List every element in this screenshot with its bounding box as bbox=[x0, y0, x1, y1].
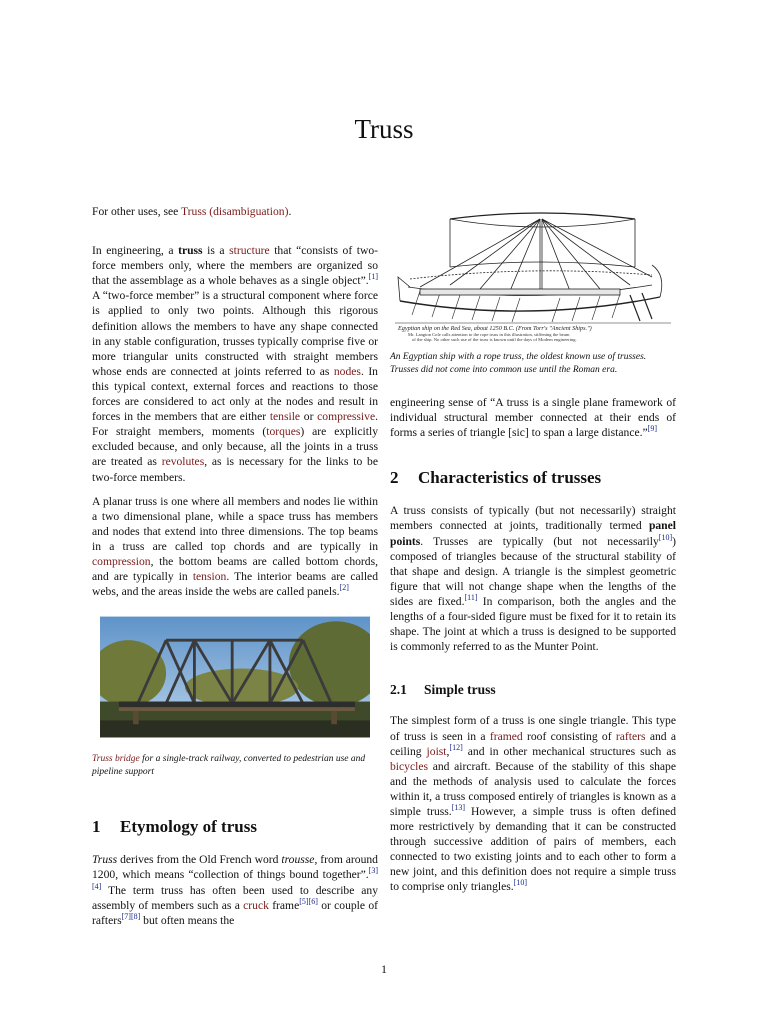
ship-inner-caption-3: of the ship. No other such use of the truss is known until the days of Modern engineering. bbox=[412, 337, 577, 342]
egyptian-ship-illustration bbox=[390, 205, 676, 345]
text-run: engineering sense of “A truss is a single plane framework of individual structural member connected at their ends of forms a series of triangle [sic] to span a large distance.” bbox=[390, 396, 676, 440]
text-run: , from around 1200, which means “collection of things bound together”. bbox=[92, 853, 378, 882]
citation-ref[interactable]: [10] bbox=[513, 878, 527, 888]
intro-paragraph-1 bbox=[92, 243, 378, 485]
inline-link[interactable]: bicycles bbox=[390, 759, 428, 773]
section-2-1 bbox=[390, 682, 676, 894]
etymology-continuation bbox=[390, 395, 676, 440]
section-2-title: Characteristics of trusses bbox=[418, 468, 602, 488]
text-run: A planar truss is one where all members and nodes lie within a two dimensional plane, while a space truss has members and nodes that extend into three dimensions. The top beams in a truss are called top chords and are typically in bbox=[92, 494, 378, 553]
ship-figure bbox=[390, 205, 676, 377]
citation-ref[interactable]: [3][4] bbox=[92, 866, 378, 891]
citation-ref[interactable]: [9] bbox=[647, 424, 657, 434]
citation-ref[interactable]: [5][6] bbox=[299, 896, 318, 906]
ship-caption: An Egyptian ship with a rope truss, the oldest known use of trusses. Trusses did not come into common use until the Roman era. bbox=[390, 352, 647, 375]
text-run: ) composed of triangles because of the structural stability of that shape and design. A triangle is the simplest geometric figure that will not change shape when the lengths of the sides are fixed. bbox=[390, 534, 676, 608]
section-2-1-heading bbox=[390, 682, 676, 697]
citation-ref[interactable]: [1] bbox=[368, 272, 378, 282]
section-1-paragraph bbox=[92, 852, 378, 927]
section-2-1-paragraph bbox=[390, 713, 676, 894]
text-run: and in other mechanical structures such as bbox=[462, 744, 677, 758]
page-title: Truss bbox=[354, 114, 414, 144]
citation-ref[interactable]: [10] bbox=[658, 532, 673, 542]
hatnote-link[interactable]: Truss (disambiguation) bbox=[180, 205, 289, 218]
citation-ref[interactable]: [13] bbox=[451, 803, 466, 813]
section-2-number: 2 bbox=[390, 468, 399, 488]
section-2-paragraph bbox=[390, 503, 676, 654]
bridge-caption bbox=[92, 753, 378, 779]
text-run: . Trusses are typically (but not necessarily bbox=[420, 534, 659, 548]
text-run: is a bbox=[202, 244, 230, 258]
inline-link[interactable]: nodes bbox=[333, 364, 361, 378]
section-1-heading bbox=[92, 817, 378, 837]
citation-ref[interactable]: [7][8] bbox=[121, 911, 141, 921]
text-run: , bbox=[446, 744, 450, 758]
section-2-1-title: Simple truss bbox=[424, 682, 496, 698]
inline-link[interactable]: Truss bridge bbox=[92, 754, 140, 765]
right-column bbox=[390, 205, 676, 904]
inline-link[interactable]: compression bbox=[92, 554, 151, 568]
inline-link[interactable]: torques bbox=[266, 425, 301, 439]
inline-link[interactable]: tensile bbox=[269, 410, 301, 424]
text-run: The simplest form of a truss is one single triangle. This type of truss is seen in a bbox=[390, 714, 676, 743]
text-run: In engineering, a bbox=[92, 244, 179, 258]
text-run: , the bottom beams are called bottom chords, and are typically in bbox=[92, 554, 378, 584]
hatnote bbox=[92, 204, 378, 219]
left-column bbox=[92, 204, 378, 937]
inline-link[interactable]: revolutes bbox=[161, 455, 205, 469]
intro-paragraph-2 bbox=[92, 494, 378, 600]
text-run: roof consisting of bbox=[522, 729, 616, 743]
citation-ref[interactable]: [12] bbox=[449, 742, 463, 752]
ship-inner-caption-1: Egyptian ship on the Red Sea, about 1250 B.C. (From Torr's "Ancient Ships.") bbox=[398, 325, 592, 332]
text-run: derives from the Old French word bbox=[117, 853, 282, 867]
section-2 bbox=[390, 470, 676, 654]
bridge-figure bbox=[92, 613, 378, 779]
ship-inner-caption-2: Mr. Langton Cole calls attention to the rope truss in this illustration, stiffening the beam bbox=[408, 332, 570, 337]
text-run: for a single-track railway, converted to pedestrian use and pipeline support bbox=[92, 754, 366, 778]
bold-term: panel points bbox=[390, 519, 676, 548]
text-run: or bbox=[300, 410, 318, 424]
section-2-heading bbox=[390, 468, 676, 488]
inline-link[interactable]: framed bbox=[489, 729, 523, 743]
inline-link[interactable]: tension bbox=[192, 570, 227, 584]
inline-link[interactable]: joist bbox=[426, 744, 447, 758]
text-run: ) are explicitly excluded because, and only because, all the joints in a truss are treated as bbox=[92, 425, 378, 469]
bold-term: truss bbox=[178, 244, 203, 258]
page-number: 1 bbox=[381, 962, 387, 976]
text-run: and aircraft. Because of the stability of this shape and the methods of analysis used to calculate the forces within it, a truss composed entirely of triangles is known as a simple truss. bbox=[390, 759, 676, 818]
inline-link[interactable]: structure bbox=[229, 244, 270, 258]
text-run: However, a simple truss is often defined more restrictively by demanding that it can be constructed through successive addition of pairs of members, each connected to two existing joints and to each other to form a new joint, and this definition does not require a simple truss to comprise only triangles. bbox=[390, 804, 676, 894]
text-run: The term truss has often been used to describe any assembly of members such as a bbox=[92, 883, 378, 912]
italic-term: Truss bbox=[92, 853, 118, 867]
section-2-1-number: 2.1 bbox=[390, 682, 407, 698]
truss-bridge-photo bbox=[100, 613, 370, 741]
text-run: . In this typical context, external forces and reactions to those forces are considered to act only at the nodes and result in forces in the members that are either bbox=[92, 364, 378, 424]
text-run: but often means the bbox=[140, 913, 235, 927]
text-run: frame bbox=[268, 898, 300, 912]
section-1-title: Etymology of truss bbox=[120, 817, 257, 837]
text-run: A “two-force member” is a structural component where force is applied to only two points. Although this rigorous definition allows the members to have any shape connected in any stable configuration, trusses typically comprise five or more triangular units constructed with straight members whose ends are connected at joints referred to as bbox=[92, 289, 378, 378]
section-1 bbox=[92, 819, 378, 928]
text-run: In comparison, both the angles and the lengths of a four-sided figure must be fixed for it to retain its shape. The joint at which a truss is designed to be supported is commonly referred to as the Munter Point. bbox=[390, 594, 677, 654]
section-1-number: 1 bbox=[92, 817, 101, 837]
text-run: , as is necessary for the links to be two-force members. bbox=[92, 455, 379, 484]
inline-link[interactable]: cruck bbox=[243, 898, 269, 912]
text-run: . The interior beams are called webs, and the areas inside the webs are called panels. bbox=[92, 570, 379, 599]
text-run: that “consists of two-force members only, where the members are organized so that the assemblage as a whole behaves as a single object”. bbox=[92, 244, 379, 288]
inline-link[interactable]: rafters bbox=[615, 729, 646, 743]
text-run: and a ceiling bbox=[390, 729, 677, 758]
text-run: . For straight members, moments ( bbox=[92, 410, 378, 439]
hatnote-suffix: . bbox=[288, 205, 292, 218]
inline-link[interactable]: compressive bbox=[317, 410, 376, 424]
text-run: or couple of rafters bbox=[92, 898, 379, 927]
italic-term: trousse bbox=[281, 853, 315, 867]
citation-ref[interactable]: [2] bbox=[339, 583, 349, 593]
citation-ref[interactable]: [11] bbox=[464, 593, 478, 603]
hatnote-text: For other uses, see bbox=[92, 205, 181, 218]
text-run: A truss consists of typically (but not necessarily) straight members connected at joints, traditionally termed bbox=[390, 504, 676, 533]
